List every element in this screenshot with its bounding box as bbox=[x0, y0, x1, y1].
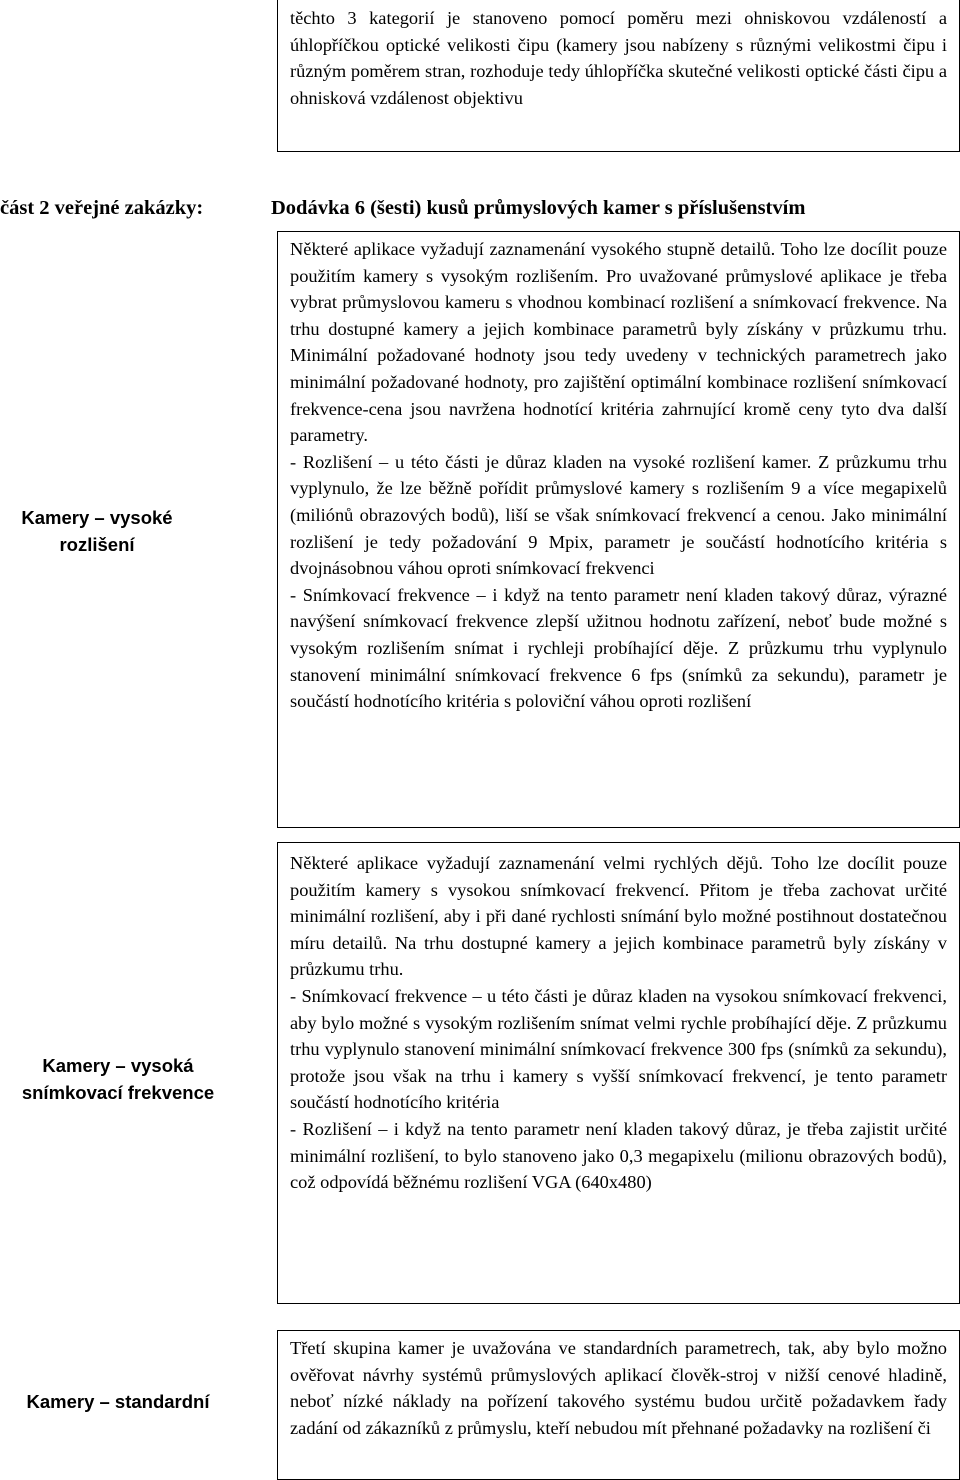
row-label-standard: Kamery – standardní bbox=[26, 1391, 210, 1412]
section-prefix: část 2 veřejné zakázky: bbox=[0, 197, 204, 219]
row-label-high-frame-rate: Kamery – vysoká snímkovací frekvence bbox=[21, 1055, 215, 1103]
paragraph: - Snímkovací frekvence – u této části je důraz kladen na vysokou snímkovací frekvenci, aby bylo možné s vysokým rozlišením snímat velmi rychle probíhající děje. Z průzkumu trhu vyplynulo stanovení minimální snímkovací frekvence 300 fps (snímků za sekundu), protože jsou však na trhu i kamery s vyšší snímkovací frekvencí, je tento parametr součástí hodnotícího kritéria bbox=[290, 985, 947, 1113]
row-label-high-resolution: Kamery – vysoké rozlišení bbox=[21, 507, 173, 555]
standard-description-box bbox=[277, 1330, 960, 1480]
intro-paragraph: těchto 3 kategorií je stanoveno pomocí poměru mezi ohniskovou vzdáleností a úhlopříčkou optické velikosti čipu (kamery jsou nabízeny s různými velikostmi čipu i různým poměrem stran, rozhoduje tedy úhlopříčka skutečné velikosti optické části čipu a ohnisková vzdálenost objektivu bbox=[290, 8, 947, 108]
paragraph: - Rozlišení – u této části je důraz kladen na vysoké rozlišení kamer. Z průzkumu trhu vyplynulo, že lze běžně pořídit průmyslové kamery s rozlišením 9 a více megapixelů (miliónů obrazových bodů), liší se však snímkovací frekvencí a cenou. Jako minimální rozlišení je tedy požadování 9 Mpix, parametr je součástí hodnotícího kritéria s dvojnásobnou váhou oproti snímkovací frekvenci bbox=[290, 451, 947, 579]
paragraph: Některé aplikace vyžadují zaznamenání velmi rychlých dějů. Toho lze docílit pouze použitím kamery s vysokou snímkovací frekvencí. Přitom je třeba zachovat určité minimální rozlišení, aby i při dané rychlosti snímání bylo možné postihnout dostatečnou míru detailů. Na trhu dostupné kamery a jejich kombinace parametrů byly získány v průzkumu trhu. bbox=[290, 853, 947, 980]
paragraph: - Snímkovací frekvence – i když na tento parametr není kladen takový důraz, výrazné navýšení snímkovací frekvence zlepší užitnou hodnotu zařízení, neboť bude možné s vysokým rozlišením snímat i rychleji probíhající děje. Z průzkumu trhu vyplynulo stanovení minimální snímkovací frekvence 6 fps (snímků za sekundu), parametr je součástí hodnotícího kritéria s poloviční váhou oproti rozlišení bbox=[290, 584, 947, 712]
paragraph: Třetí skupina kamer je uvažována ve standardních parametrech, tak, aby bylo možno ověřovat návrhy systémů průmyslových aplikací člověk-stroj v nižší cenové hladině, neboť nízké náklady na pořízení takového systému budou určitě požadavkem řady zadání od zákazníků z průmyslu, kteří nebudou mít přehnané požadavky na rozlišení či bbox=[290, 1338, 947, 1438]
paragraph: Některé aplikace vyžadují zaznamenání vysokého stupně detailů. Toho lze docílit pouze použitím kamery s vysokým rozlišením. Pro uvažované průmyslové aplikace je třeba vybrat průmyslovou kameru s vhodnou kombinací rozlišení a snímkovací frekvence. Na trhu dostupné kamery a jejich kombinace parametrů byly získány v průzkumu trhu. Minimální požadované hodnoty jsou tedy uvedeny v technických parametrech jako minimální požadované hodnoty, pro zajištění optimální kombinace rozlišení snímkovací frekvence-cena jsou navržena hodnotící kritéria zahrnující kromě ceny tyto dva další parametry. bbox=[290, 239, 947, 446]
high-resolution-description-box bbox=[277, 231, 960, 828]
section-title: Dodávka 6 (šesti) kusů průmyslových kamer s příslušenstvím bbox=[271, 197, 806, 219]
intro-text-box bbox=[277, 0, 960, 152]
high-frame-rate-description-box bbox=[277, 842, 960, 1304]
paragraph: - Rozlišení – i když na tento parametr není kladen takový důraz, je třeba zajistit určité minimální rozlišení, to bylo stanoveno jako 0,3 megapixelu (milionu obrazových bodů), což odpovídá běžnému rozlišení VGA (640x480) bbox=[290, 1118, 947, 1193]
